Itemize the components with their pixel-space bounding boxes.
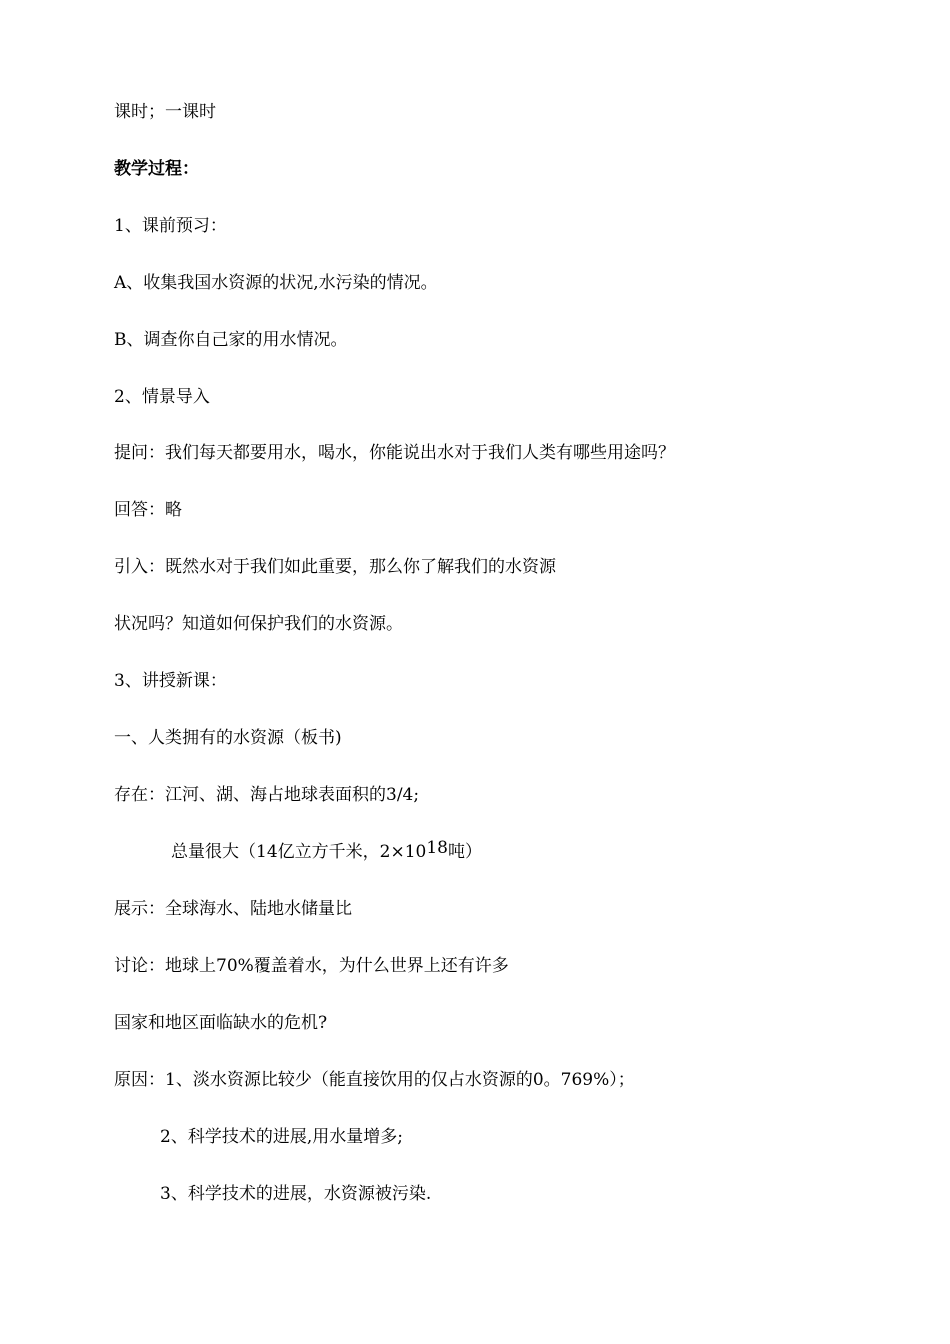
exponent: 18 — [426, 838, 448, 858]
lesson-duration: 课时；一课时 — [114, 102, 216, 122]
total-amount-text: 总量很大（14亿立方千米，2×10 — [171, 842, 427, 862]
discussion-line-1: 讨论：地球上70%覆盖着水，为什么世界上还有许多 — [114, 956, 509, 976]
section-heading-teaching-process: 教学过程： — [114, 159, 199, 179]
preview-item-a: A、收集我国水资源的状况,水污染的情况。 — [114, 273, 438, 293]
answer-line: 回答：略 — [114, 500, 182, 520]
reason-3: 3、科学技术的进展，水资源被污染. — [160, 1184, 432, 1204]
step-3-new-lesson: 3、讲授新课： — [114, 671, 227, 691]
total-amount-unit: 吨） — [447, 842, 482, 862]
reason-1: 原因：1、淡水资源比较少（能直接饮用的仅占水资源的0。769%）； — [114, 1070, 635, 1090]
lead-in-line-2: 状况吗？知道如何保护我们的水资源。 — [114, 614, 403, 634]
total-amount-line — [171, 838, 482, 863]
existence-line: 存在：江河、湖、海占地球表面积的3/4; — [114, 785, 420, 805]
discussion-line-2: 国家和地区面临缺水的危机? — [114, 1013, 328, 1033]
lead-in-line-1: 引入：既然水对于我们如此重要，那么你了解我们的水资源 — [114, 557, 556, 577]
question-line: 提问：我们每天都要用水，喝水，你能说出水对于我们人类有哪些用途吗？ — [114, 443, 675, 463]
display-line: 展示：全球海水、陆地水储量比 — [114, 899, 352, 919]
reason-2: 2、科学技术的进展,用水量增多; — [160, 1127, 403, 1147]
step-2-introduction: 2、情景导入 — [114, 387, 210, 407]
step-1-preview: 1、课前预习： — [114, 216, 227, 236]
preview-item-b: B、调查你自己家的用水情况。 — [114, 330, 348, 350]
topic-heading-water-resources: 一、人类拥有的水资源（板书) — [114, 728, 342, 748]
